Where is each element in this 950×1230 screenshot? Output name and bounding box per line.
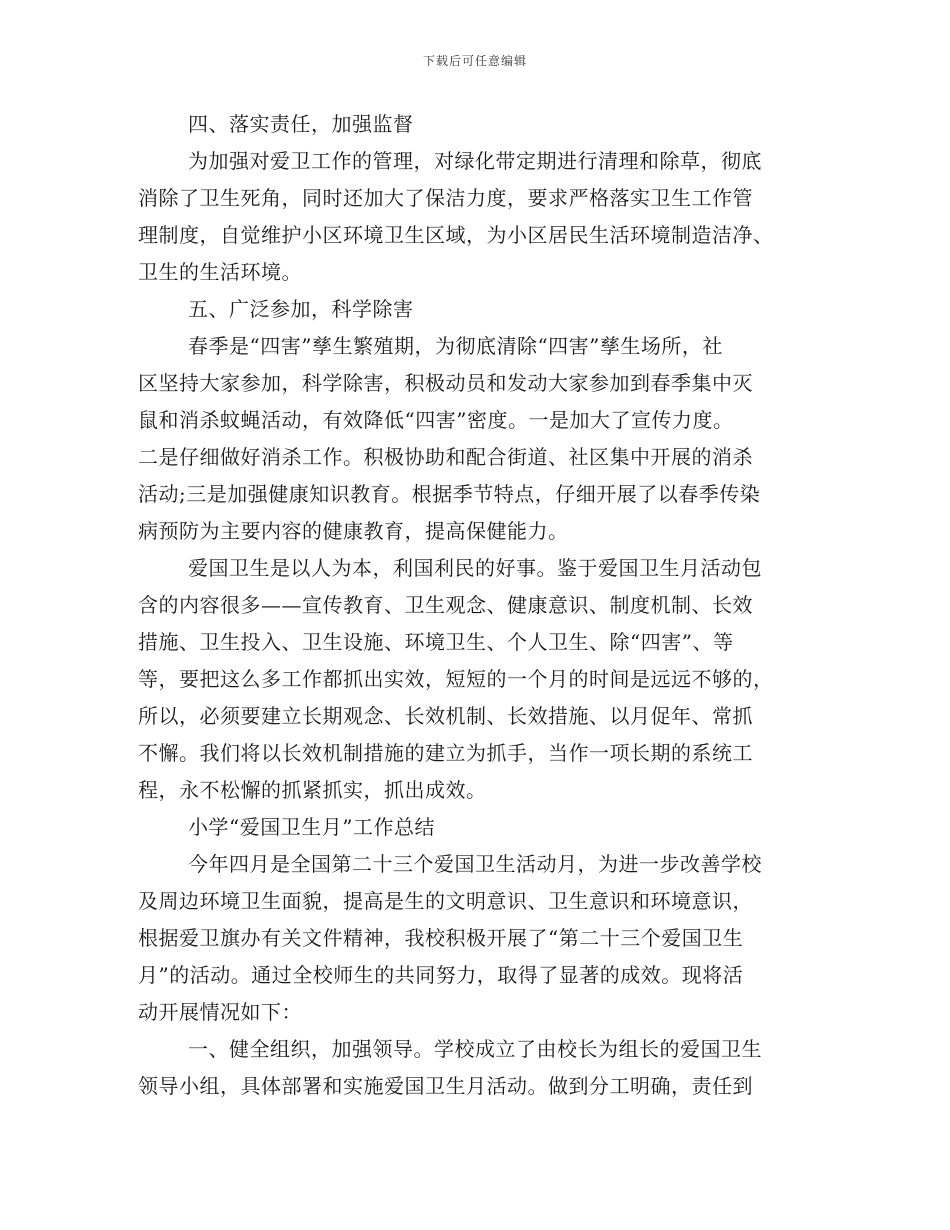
page-header-note: 下载后可任意编辑 bbox=[422, 54, 527, 68]
paragraph-line: 及周边环境卫生面貌，提高是生的文明意识、卫生意识和环境意识， bbox=[138, 889, 753, 913]
paragraph-line: 区坚持大家参加，科学除害，积极动员和发动大家参加到春季集中灭 bbox=[138, 371, 753, 395]
paragraph-line: 程，永不松懈的抓紧抓实，抓出成效。 bbox=[138, 778, 487, 802]
paragraph-line: 所以，必须要建立长期观念、长效机制、长效措施、以月促年、常抓 bbox=[138, 704, 753, 728]
paragraph-line: 鼠和消杀蚊蝇活动，有效降低“四害”密度。一是加大了宣传力度。 bbox=[138, 408, 734, 432]
paragraph-line: 消除了卫生死角，同时还加大了保洁力度，要求严格落实卫生工作管 bbox=[138, 186, 753, 210]
paragraph-line: 卫生的生活环境。 bbox=[138, 260, 302, 284]
paragraph-line: 今年四月是全国第二十三个爱国卫生活动月，为进一步改善学校 bbox=[188, 852, 762, 876]
paragraph-line: 等，要把这么多工作都抓出实效，短短的一个月的时间是远远不够的， bbox=[138, 667, 774, 691]
paragraph-line: 领导小组，具体部署和实施爱国卫生月活动。做到分工明确，责任到 bbox=[138, 1074, 753, 1098]
paragraph-line: 理制度，自觉维护小区环境卫生区域，为小区居民生活环境制造洁净、 bbox=[138, 223, 774, 247]
paragraph-line: 二是仔细做好消杀工作。积极协助和配合街道、社区集中开展的消杀 bbox=[138, 445, 753, 469]
paragraph-line: 为加强对爱卫工作的管理，对绿化带定期进行清理和除草，彻底 bbox=[188, 149, 762, 173]
paragraph-line: 活动;三是加强健康知识教育。根据季节特点，仔细开展了以春季传染 bbox=[138, 482, 761, 506]
section-heading: 五、广泛参加，科学除害 bbox=[188, 297, 414, 321]
paragraph-line: 病预防为主要内容的健康教育，提高保健能力。 bbox=[138, 519, 569, 543]
paragraph-line: 根据爱卫旗办有关文件精神，我校积极开展了“第二十三个爱国卫生 bbox=[138, 926, 744, 950]
paragraph-line: 一、健全组织，加强领导。学校成立了由校长为组长的爱国卫生 bbox=[188, 1037, 762, 1061]
paragraph-line: 爱国卫生是以人为本，利国利民的好事。鉴于爱国卫生月活动包 bbox=[188, 556, 762, 580]
paragraph-line: 含的内容很多——宣传教育、卫生观念、健康意识、制度机制、长效 bbox=[138, 593, 753, 617]
section-heading: 小学“爱国卫生月”工作总结 bbox=[188, 815, 435, 839]
document-body bbox=[138, 106, 810, 1105]
section-heading: 四、落实责任，加强监督 bbox=[188, 112, 414, 136]
paragraph-line: 措施、卫生投入、卫生设施、环境卫生、个人卫生、除“四害”、等 bbox=[138, 630, 734, 654]
paragraph-line: 春季是“四害”孳生繁殖期，为彻底清除“四害”孳生场所，社 bbox=[188, 334, 723, 358]
paragraph-line: 不懈。我们将以长效机制措施的建立为抓手，当作一项长期的系统工 bbox=[138, 741, 753, 765]
paragraph-line: 动开展情况如下： bbox=[138, 1000, 302, 1024]
paragraph-line: 月”的活动。通过全校师生的共同努力，取得了显著的成效。现将活 bbox=[138, 963, 744, 987]
